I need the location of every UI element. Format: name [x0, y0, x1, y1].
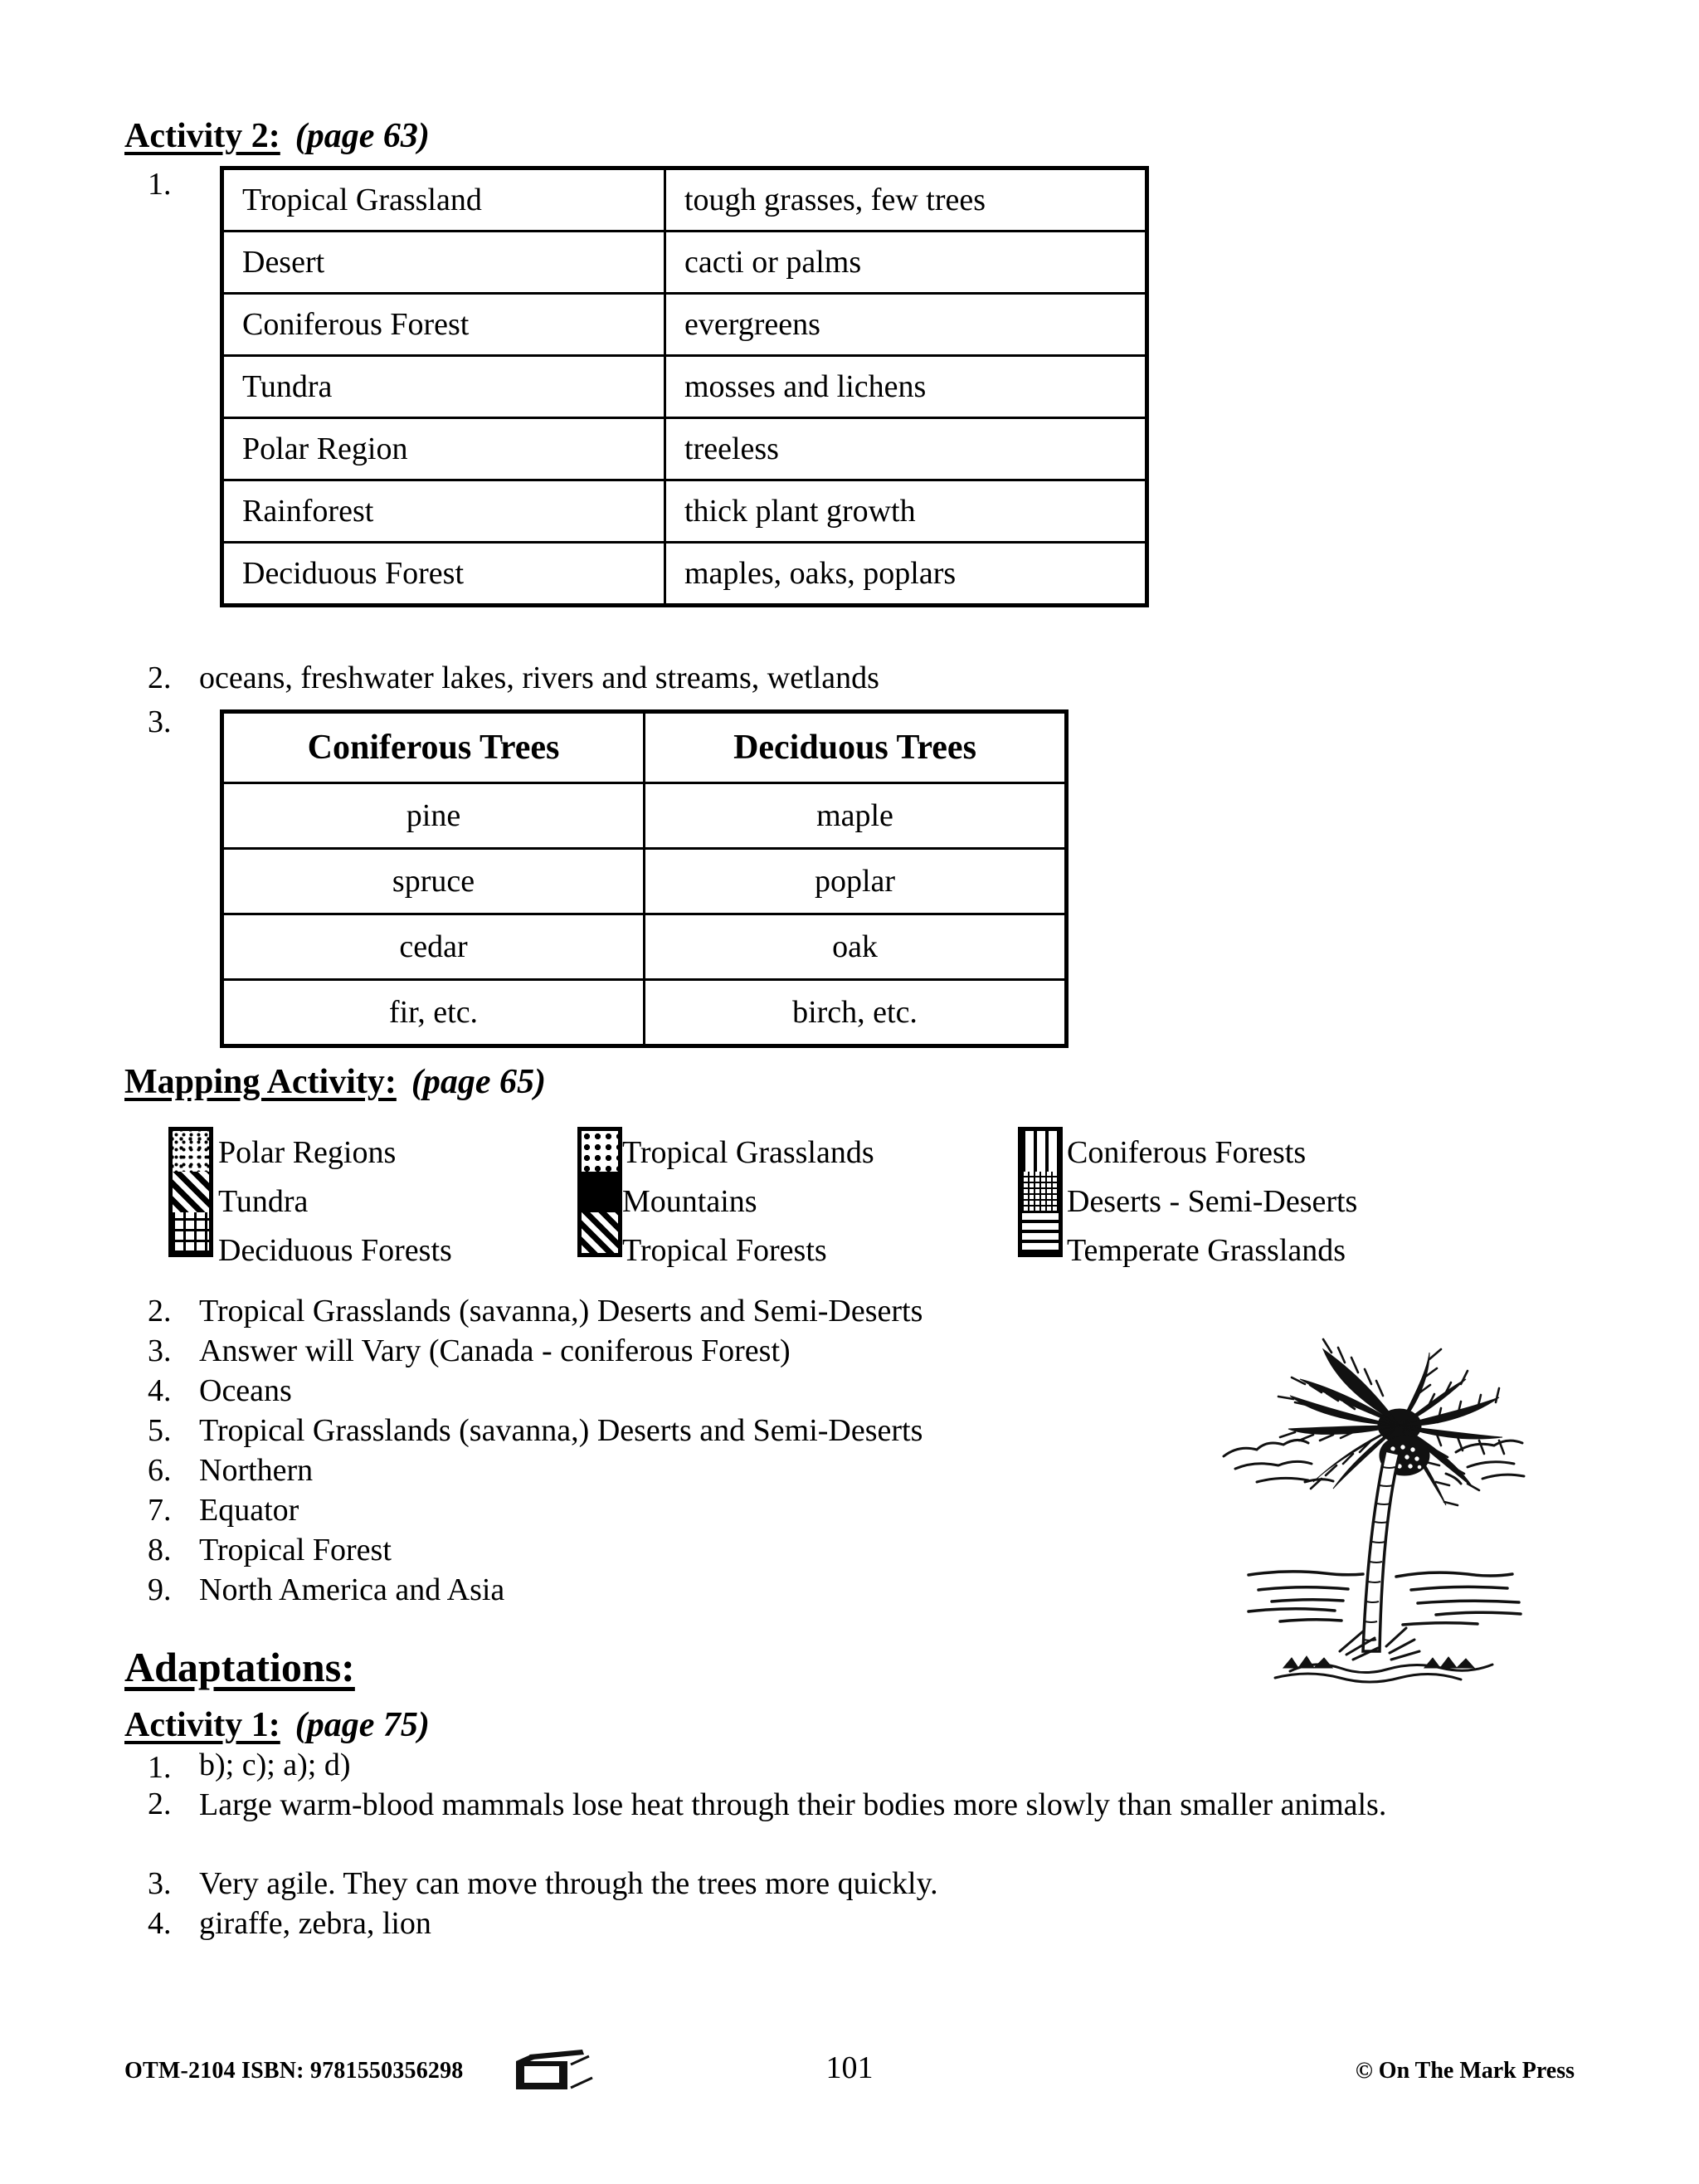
- tree-comparison-table: [220, 709, 1069, 1048]
- mapping-activity-heading: [124, 1062, 546, 1102]
- biome-cell: Desert: [222, 232, 665, 294]
- polar-regions-pattern-icon: [173, 1131, 209, 1172]
- tundra-pattern-icon: [173, 1172, 209, 1212]
- legend-label-tropical-grasslands: Tropical Grasslands: [622, 1135, 874, 1170]
- legend-label-coniferous-forests: Coniferous Forests: [1067, 1135, 1307, 1170]
- adaptations-activity1-heading: [124, 1705, 430, 1745]
- deciduous-tree-cell: birch, etc.: [645, 980, 1067, 1046]
- activity2-label: Activity 2:: [124, 117, 280, 155]
- mapping-answer-text-7: Equator: [199, 1493, 299, 1528]
- deciduous-forests-pattern-icon: [173, 1212, 209, 1253]
- mapping-answer-number-9: 9.: [148, 1572, 172, 1607]
- adaptations-heading: Adaptations:: [124, 1644, 355, 1690]
- palm-tree-illustration: [1207, 1319, 1564, 1684]
- deserts-semi-deserts-pattern-icon: [1022, 1172, 1059, 1212]
- mapping-answer-text-3: Answer will Vary (Canada - coniferous Forest): [199, 1333, 791, 1368]
- table-row: [222, 356, 1147, 418]
- coniferous-tree-cell: spruce: [222, 849, 645, 914]
- vegetation-cell: maples, oaks, poplars: [665, 543, 1147, 606]
- coniferous-tree-cell: fir, etc.: [222, 980, 645, 1046]
- legend-label-polar-regions: Polar Regions: [218, 1135, 397, 1170]
- vegetation-cell: evergreens: [665, 294, 1147, 356]
- activity2-heading: [124, 116, 430, 156]
- vegetation-cell: cacti or palms: [665, 232, 1147, 294]
- table-row: [222, 980, 1067, 1046]
- table-row: [222, 418, 1147, 480]
- deciduous-tree-cell: poplar: [645, 849, 1067, 914]
- tropical-forests-pattern-icon: [582, 1212, 618, 1253]
- adaptations-answer-number-4: 4.: [148, 1906, 172, 1941]
- legend-label-deserts-semi-deserts: Deserts - Semi-Deserts: [1067, 1184, 1358, 1219]
- biome-cell: Polar Region: [222, 418, 665, 480]
- table-row: [222, 232, 1147, 294]
- biome-cell: Tundra: [222, 356, 665, 418]
- question-number-1: 1.: [148, 167, 172, 202]
- activity2-page-ref: (page 63): [295, 117, 430, 155]
- tropical-grasslands-pattern-icon: [582, 1131, 618, 1172]
- legend-label-tundra: Tundra: [218, 1184, 309, 1219]
- biome-cell: Deciduous Forest: [222, 543, 665, 606]
- footer-copyright: © On The Mark Press: [1355, 2058, 1575, 2084]
- legend-label-temperate-grasslands: Temperate Grasslands: [1067, 1233, 1346, 1268]
- mapping-answer-text-4: Oceans: [199, 1373, 292, 1408]
- table-row: [222, 480, 1147, 543]
- adaptations-activity1-page-ref: (page 75): [295, 1706, 430, 1744]
- legend-swatch-stack-1: [168, 1127, 213, 1257]
- question-2-answer: oceans, freshwater lakes, rivers and streams, wetlands: [199, 661, 879, 695]
- table-header-row: [222, 712, 1067, 783]
- mapping-answer-number-5: 5.: [148, 1413, 172, 1448]
- adaptations-answer-number-1: 1.: [148, 1750, 172, 1785]
- biome-cell: Tropical Grassland: [222, 168, 665, 232]
- vegetation-cell: mosses and lichens: [665, 356, 1147, 418]
- coniferous-trees-header: Coniferous Trees: [222, 712, 645, 783]
- mountains-pattern-icon: [582, 1172, 618, 1212]
- table-row: [222, 543, 1147, 606]
- legend-swatch-stack-2: [577, 1127, 622, 1257]
- question-number-2: 2.: [148, 661, 172, 695]
- mapping-answer-text-9: North America and Asia: [199, 1572, 505, 1607]
- mapping-answer-number-6: 6.: [148, 1453, 172, 1488]
- mapping-activity-label: Mapping Activity:: [124, 1063, 397, 1101]
- table-row: [222, 914, 1067, 980]
- vegetation-cell: thick plant growth: [665, 480, 1147, 543]
- adaptations-answer-text-4: giraffe, zebra, lion: [199, 1906, 431, 1941]
- adaptations-answer-text-2: Large warm-blood mammals lose heat through their bodies more slowly than smaller animals.: [199, 1787, 1387, 1822]
- table-row: [222, 849, 1067, 914]
- mapping-answer-text-5: Tropical Grasslands (savanna,) Deserts and Semi-Deserts: [199, 1413, 923, 1448]
- mapping-answer-number-7: 7.: [148, 1493, 172, 1528]
- vegetation-cell: tough grasses, few trees: [665, 168, 1147, 232]
- adaptations-answer-text-3: Very agile. They can move through the trees more quickly.: [199, 1866, 938, 1901]
- legend-label-mountains: Mountains: [622, 1184, 757, 1219]
- coniferous-tree-cell: cedar: [222, 914, 645, 980]
- coniferous-tree-cell: pine: [222, 783, 645, 849]
- mapping-answer-text-8: Tropical Forest: [199, 1533, 392, 1567]
- mapping-answer-number-3: 3.: [148, 1333, 172, 1368]
- legend-label-tropical-forests: Tropical Forests: [622, 1233, 827, 1268]
- footer-isbn: OTM-2104 ISBN: 9781550356298: [124, 2058, 464, 2084]
- table-row: [222, 783, 1067, 849]
- temperate-grasslands-pattern-icon: [1022, 1212, 1059, 1253]
- page-number: 101: [825, 2050, 874, 2085]
- biome-cell: Coniferous Forest: [222, 294, 665, 356]
- mapping-activity-page-ref: (page 65): [411, 1063, 546, 1101]
- mapping-answer-number-4: 4.: [148, 1373, 172, 1408]
- legend-swatch-stack-3: [1018, 1127, 1063, 1257]
- adaptations-activity1-label: Activity 1:: [124, 1706, 280, 1744]
- biome-table: [220, 166, 1149, 607]
- adaptations-answer-number-2: 2.: [148, 1787, 172, 1821]
- mapping-answer-text-6: Northern: [199, 1453, 314, 1488]
- deciduous-trees-header: Deciduous Trees: [645, 712, 1067, 783]
- vegetation-cell: treeless: [665, 418, 1147, 480]
- question-number-3: 3.: [148, 704, 172, 739]
- biome-cell: Rainforest: [222, 480, 665, 543]
- legend-label-deciduous-forests: Deciduous Forests: [218, 1233, 452, 1268]
- table-row: [222, 294, 1147, 356]
- deciduous-tree-cell: maple: [645, 783, 1067, 849]
- table-row: [222, 168, 1147, 232]
- adaptations-answer-text-1: b); c); a); d): [199, 1748, 351, 1782]
- coniferous-forests-pattern-icon: [1022, 1131, 1059, 1172]
- mapping-answer-text-2: Tropical Grasslands (savanna,) Deserts and Semi-Deserts: [199, 1294, 923, 1328]
- mapping-answer-number-8: 8.: [148, 1533, 172, 1567]
- mapping-answer-number-2: 2.: [148, 1294, 172, 1328]
- deciduous-tree-cell: oak: [645, 914, 1067, 980]
- adaptations-answer-number-3: 3.: [148, 1866, 172, 1901]
